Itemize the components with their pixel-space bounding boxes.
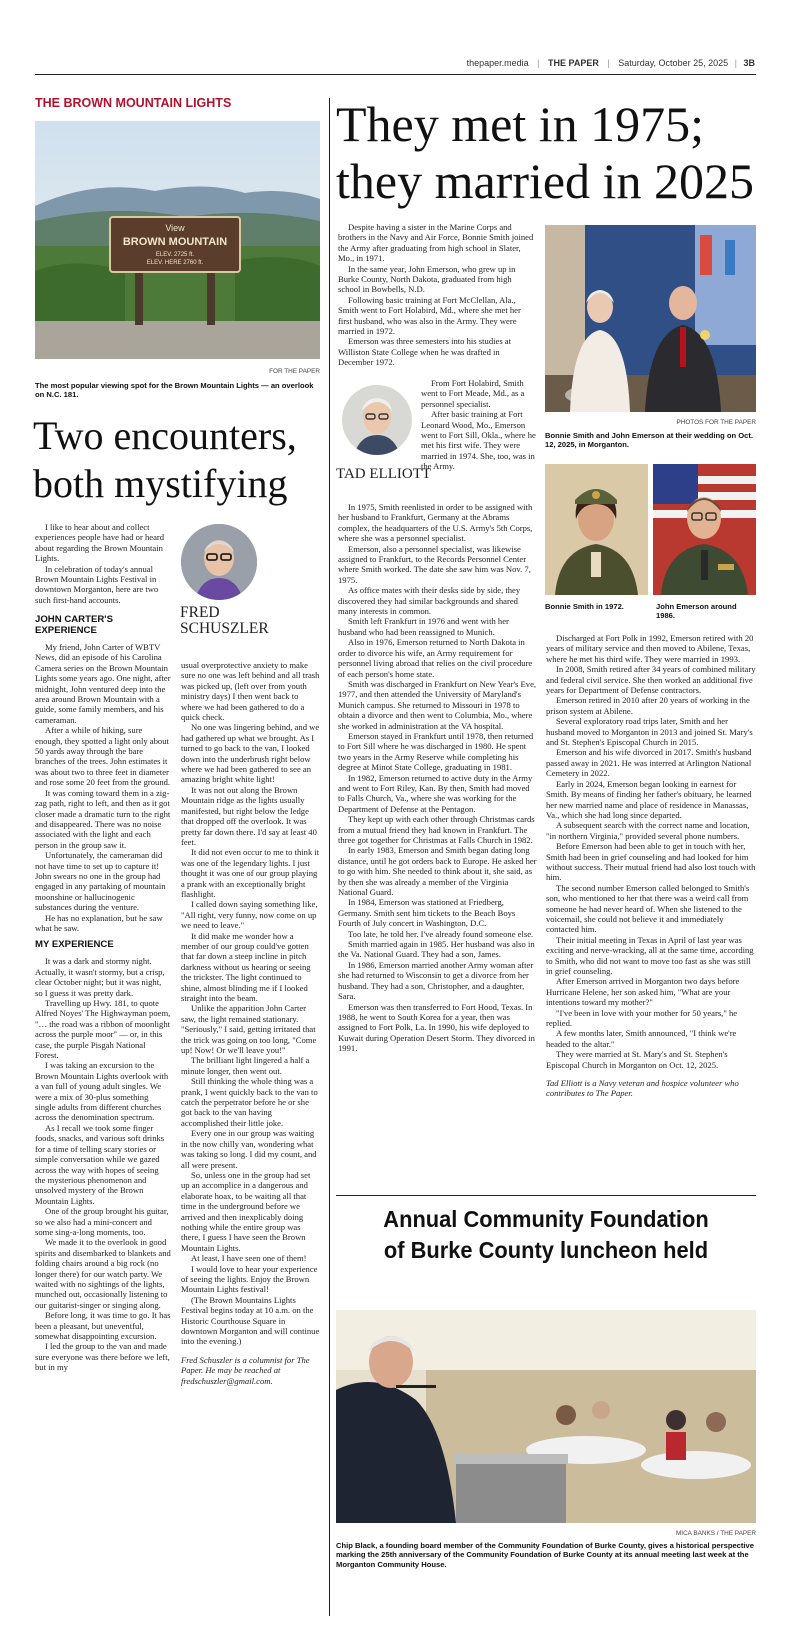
fred-tagline: Fred Schuszler is a columnist for The Paper. He may be reached at fredschuszler@gmail.com. — [181, 1354, 310, 1386]
paragraph: Unfortunately, the cameraman did not have time to set up to capture it! John swears no one in the group had engaged in any partaking of mountain moonshine or hallucinogenic substances during the venture. — [35, 850, 166, 913]
fred-byline-2: SCHUSZLER — [180, 620, 269, 637]
paragraph: Early in 2024, Emerson began looking in earnest for Smith. By means of finding her father's obituary, he learned her new married name and place of residence in Manassas, Va., which she had long since departed. — [546, 778, 752, 820]
tad-portrait — [342, 385, 412, 455]
paragraph: I was taking an excursion to the Brown Mountain Lights overlook with a van full of young adult singles. We were a mix of 30-plus something single adults from different churches across the denomination spectrum. — [35, 1060, 169, 1123]
paragraph: They were married at St. Mary's and St. Stephen's Episcopal Church in Morganton on Oct. 12, 2025. — [546, 1049, 728, 1070]
paragraph: No one was lingering behind, and we had gathered up what we brought. As I turned to go back to the van, I looked down into the underbrush right below where we had been gathered to see an amazing bright white light! — [181, 722, 320, 785]
foundation-headline-line2: of Burke County luncheon held — [383, 1237, 709, 1263]
bonnie-caption: Bonnie Smith in 1972. — [545, 602, 624, 611]
paragraph: Smith left Frankfurt in 1976 and went with her husband who had been reassigned to Munich. — [338, 616, 509, 637]
paragraph: They kept up with each other through Christmas cards from a mutual friend they had known in Frankfurt. The three got together for Christmas at Falls Church in 1982. — [338, 814, 535, 845]
right-col-a-wrap — [421, 378, 537, 472]
fred-byline — [180, 605, 330, 637]
right-headline-line2: they married in 2025 — [336, 153, 754, 209]
paragraph: Smith was discharged in Frankfurt on New Year's Eve, 1977, and then attended the University of Maryland's Munich campus. She returned to Missouri in 1978 to obtain a divorce and then went to Columbia, Mo., where she worked in administration at the VA hospital. — [338, 678, 537, 731]
paragraph: Emerson and his wife divorced in 2017. Smith's husband passed away in 2021. He was interred at Arlington National Cemetery in 2022. — [546, 747, 752, 779]
left-headline-line1: Two encounters, — [33, 413, 297, 458]
paragraph: Several exploratory road trips later, Smith and her husband moved to Morganton in 2013 and joined St. Mary's and St. Stephen's Episcopal Church in 2015. — [546, 716, 753, 748]
header-rule — [35, 74, 756, 75]
right-headline — [336, 96, 756, 210]
page-header: thepaper.media | THE PAPER | Saturday, October 25, 2025 | 3B — [466, 58, 755, 68]
paragraph: In celebration of today's annual Brown Mountain Lights Festival in downtown Morganton, here are two such first-hand accounts. — [35, 563, 159, 605]
right-col-b — [546, 633, 756, 1099]
left-headline — [33, 412, 323, 508]
paragraph: Despite having a sister in the Marine Corps and brothers in the Navy and Air Force, Bonnie Smith joined the Army after graduating from high school in Slater, Mo., in 1971. — [338, 222, 534, 264]
foundation-caption: Chip Black, a founding board member of the Community Foundation of Burke County, gives a historical perspective marking the 25th anniversary of the Community Foundation of Burke County at its annual meeting last week at the Morganton Community House. — [336, 1541, 754, 1569]
sign-text-name: BROWN MOUNTAIN — [122, 236, 228, 248]
john-caption: John Emerson around 1986. — [656, 602, 737, 621]
sign-text-elev1: ELEV. 2725 ft. — [155, 252, 195, 258]
wedding-caption: Bonnie Smith and John Emerson at their wedding on Oct. 12, 2025, in Morganton. — [545, 431, 753, 450]
paragraph: In 1986, Emerson married another Army woman after she had returned to Wisconsin to get a divorce from her husband. They had a son, Christopher, and a daughter, Sara. — [338, 959, 534, 1002]
john-1986-photo — [653, 464, 756, 595]
paragraph: It did not even occur to me to think it was one of the legendary lights. I just thought it was one of our group playing a prank with an exceptionally bright flashlight. — [181, 847, 320, 899]
paragraph: "I've been in love with your mother for 50 years," he replied. — [546, 1007, 738, 1029]
paragraph: Every one in our group was waiting in the now chilly van, wondering what was taking so long. I did my count, and all were present. — [181, 1128, 317, 1170]
paragraph: Emerson was then transferred to Fort Hood, Texas. In 1988, he went to South Korea for a year, then was assigned to Fort Polk, La. In 1990, his wife deployed to Kuwait during Operation Desert Storm. They divorced in 1991. — [338, 1001, 535, 1054]
tad-tagline: Tad Elliott is a Navy veteran and hospice volunteer who contributes to The Paper. — [546, 1078, 739, 1099]
section-rule — [336, 1195, 756, 1196]
paragraph: Emerson was three semesters into his studies at Williston State College when he was drafted in December 1972. — [338, 336, 512, 368]
paragraph: After Emerson arrived in Morganton two days before Hurricane Helene, her son asked him, "What are your intentions toward my mother?" — [546, 976, 740, 1008]
paragraph: He has no explanation, but he saw what he saw. — [35, 912, 163, 933]
foundation-headline-line1: Annual Community Foundation — [383, 1206, 709, 1232]
header-paper: THE PAPER — [547, 58, 599, 68]
left-headline-line2: both mystifying — [33, 461, 288, 506]
paragraph: After a while of hiking, sure enough, they spotted a light only about 50 yards away through the bare branches of the trees. John estimates it was about two to three feet in diameter and rose some 20 feet from the ground. — [35, 725, 171, 788]
paragraph: So, unless one in the group had set up an accomplice in a dangerous and elaborate hoax, to be waiting all that time in the underground before we arrived and then inexplicably doing nothing while the entire group was there, I guess I have seen the Brown Mountain Lights. — [181, 1169, 311, 1253]
paragraph: I led the group to the van and made sure everyone was there before we left, but in my — [35, 1341, 170, 1373]
right-headline-line1: They met in 1975; — [336, 96, 704, 152]
header-date: Saturday, October 25, 2025 — [618, 58, 729, 68]
left-kicker: THE BROWN MOUNTAIN LIGHTS — [35, 96, 232, 110]
brown-mountain-photo — [35, 121, 320, 359]
paragraph: Their initial meeting in Texas in April of last year was exciting and nerve-wracking, all at the same time, according to Smith, who did not want to move too fast as she was still in grief counseling. — [546, 934, 754, 976]
paragraph: Unlike the apparition John Carter saw, the light remained stationary. "Seriously," I said, getting irritated that the trick was going on too long, "Come up! Now! Or we'll leave you!" — [181, 1003, 317, 1056]
paragraph: usual overprotective anxiety to make sure no one was left behind and all trash was picked up, (left over from youth ministry days) I then went back to where we had been gathered to do a quick check. — [181, 660, 320, 723]
paragraph: A subsequent search with the correct name and location, "in northern Virginia," provided several phone numbers. — [546, 820, 750, 841]
fred-byline-1: FRED — [180, 604, 220, 621]
paragraph: It was not out along the Brown Mountain ridge as the lights usually manifested, but right below the ledge that dropped off the overlook. It was pretty far down there. I'd say at least 40 feet. — [181, 784, 317, 847]
paragraph: I like to hear about and collect experiences people have had or heard about regarding the Brown Mountain Lights. — [35, 522, 165, 564]
photo-credit-left: FOR THE PAPER — [269, 368, 320, 375]
sign-text-view: View — [165, 223, 185, 233]
paragraph: I called down saying something like, "All right, very funny, now come on up we need to leave." — [181, 899, 318, 931]
left-col2-body — [181, 660, 320, 1386]
paragraph: It was coming toward them in a zig-zag path, right to left, and then as it got closer made a dramatic turn to the right and disappeared. There was no noise associated with the light and each person in the group saw it. — [35, 787, 171, 850]
paragraph: Smith married again in 1985. Her husband was also in the Va. National Guard. They had a son, James. — [338, 939, 535, 960]
paragraph: Discharged at Fort Polk in 1992, Emerson retired with 20 years of military service and then moved to Abilene, Texas, where he met his third wife. They were married in 1993. — [546, 633, 754, 664]
subhead-john-carter: JOHN CARTER'S EXPERIENCE — [35, 614, 113, 636]
paragraph: From Fort Holabird, Smith went to Fort Meade, Md., as a personnel specialist. — [421, 378, 525, 409]
paragraph: Travelling up Hwy. 181, to quote Alfred Noyes' The Highwayman poem, "… the road was a ribbon of moonlight across the purple moor" — or, in this case, the purple Pisgah National Forest. — [35, 998, 171, 1061]
subhead-my-experience: MY EXPERIENCE — [35, 939, 114, 951]
page-number: 3B — [743, 58, 755, 68]
paragraph: Still thinking the whole thing was a prank, I went quickly back to the van to catch the perpetrator before he or she got back to the van having accomplished their little joke. — [181, 1076, 318, 1128]
fred-portrait — [181, 524, 257, 600]
left-col1-intro — [35, 522, 172, 605]
tad-byline: TAD ELLIOTT — [336, 466, 432, 482]
paragraph: As I recall we took some finger foods, snacks, and various soft drinks for a time of telling scary stories or simple conversation while we gazed across the way with hopes of seeing the mysterious phenomenon and unsolved mystery of the Brown Mountain Lights. — [35, 1122, 165, 1206]
paragraph: In 2008, Smith retired after 34 years of combined military and federal civil service. She then worked an additional five years for Department of Defense contractors. — [546, 664, 756, 696]
paragraph: In 1982, Emerson returned to active duty in the Army and went to Fort Riley, Kan. By then, Smith had moved to Falls Church, Va., where she was working for the Department of Defense at the Pentagon. — [338, 772, 533, 814]
paragraph: It was a dark and stormy night. Actually, it wasn't stormy, but a crisp, clear October night; but it was night, so I guess it was pretty dark. — [35, 956, 165, 998]
paragraph: At least, I have seen one of them! — [191, 1253, 307, 1264]
paragraph: Following basic training at Fort McClellan, Ala., Smith went to Fort Holabird, Md., where she met her first husband, who was also in the Army. They were married in 1972. — [338, 294, 521, 337]
paragraph: In 1984, Emerson was stationed at Friedberg, Germany. Smith sent him tickets to the Beach Boys Fourth of July concert in Washington, D.C. — [338, 897, 516, 929]
luncheon-photo — [336, 1310, 756, 1523]
paragraph: Emerson stayed in Frankfurt until 1978, then returned to Fort Sill where he was discharged in 1980. He spent two years in the Army Reserve while completing his degree at Minot State College, graduating in 1981. — [338, 730, 534, 773]
header-site[interactable]: thepaper.media — [466, 58, 529, 68]
paragraph: Emerson, also a personnel specialist, was likewise assigned to Frankfurt, to the Records Personnel Center where Smith worked. The date she saw him was Nov. 7, 1975. — [338, 543, 531, 585]
column-divider — [329, 98, 330, 1616]
foundation-headline — [336, 1204, 756, 1266]
paragraph: After basic training at Fort Leonard Wood, Mo., Emerson went to Fort Sill, Okla., where he met his first wife. They were married in 1974. She, too, was in the Army. — [421, 409, 536, 472]
right-col-a-main — [338, 502, 537, 1054]
paragraph: (The Brown Mountains Lights Festival begins today at 10 a.m. on the Historic Courthouse Square in downtown Morganton and will continue into the evening.) — [181, 1294, 320, 1347]
bonnie-1972-photo — [545, 464, 648, 595]
paragraph: We made it to the overlook in good spirits and disembarked to blankets and folding chairs around a big rock (no longer there) for our watch party. We waited with no sightings of the lights, munched out, occasionally listening to our guitarist-singer or singing along. — [35, 1237, 171, 1310]
paragraph: It did make me wonder how a member of our group could've gotten that far down a steep incline in pitch darkness without us hearing or seeing the trickster. The light continued to shine, almost blinding me if I looked straight into the beam. — [181, 930, 311, 1003]
paragraph: In the same year, John Emerson, who grew up in Burke County, North Dakota, graduated from high school in Bowbells, N.D. — [338, 263, 516, 295]
paragraph: In 1975, Smith reenlisted in order to be assigned with her husband to Frankfurt, Germany at the Abrams complex, the headquarters of the U.S. Army's 5th Corps, where she was a personnel specialist. — [338, 502, 533, 544]
wedding-photo — [545, 225, 756, 412]
paragraph: In early 1983, Emerson and Smith began dating long distance, until he got orders back to Europe. He asked her to go with him. She needed to think about it, she said, as by then she was already a member of the Virginia National Guard. — [338, 845, 537, 898]
paragraph: Before long, it was time to go. It has been a pleasant, but uneventful, somewhat disappointing excursion. — [35, 1310, 171, 1341]
photo-credit-right: PHOTOS FOR THE PAPER — [676, 419, 756, 426]
paragraph: The second number Emerson called belonged to Smith's son, who mentioned to her that there was a weird call from someone he had never heard of. When she listened to the voicemail, she could not believe it and immediately contacted him. — [546, 882, 750, 935]
paragraph: The brilliant light lingered a half a minute longer, then went out. — [181, 1055, 310, 1076]
right-col-a-top — [338, 222, 536, 368]
left-col1-body — [35, 614, 171, 1373]
paragraph: Emerson retired in 2010 after 20 years of working in the prison system at Abilene. — [546, 695, 750, 716]
photo-caption-left: The most popular viewing spot for the Brown Mountain Lights — an overlook on N.C. 181. — [35, 381, 314, 400]
paragraph: I would love to hear your experience of seeing the lights. Enjoy the Brown Mountain Lights festival! — [181, 1263, 318, 1295]
photo-credit-foundation: MICA BANKS / THE PAPER — [675, 1530, 756, 1537]
paragraph: One of the group brought his guitar, so we also had a mini-concert and some sing-a-long moments, too. — [35, 1206, 169, 1237]
paragraph: Too late, he told her. I've already found someone else. — [348, 928, 534, 939]
paragraph: Before Emerson had been able to get in touch with her, Smith had been in grief counseling and had looked for him without success. Their mutual friend had also lost touch with him. — [546, 841, 756, 883]
paragraph: My friend, John Carter of WBTV News, did an episode of his Carolina Camera series on the Brown Mountain Lights some years ago. One night, after midnight, John ventured deep into the area around Brown Mountain with a guide, some family members, and his cameraman. — [35, 642, 171, 725]
sign-text-elev2: ELEV. HERE 2760 ft. — [146, 260, 204, 266]
paragraph: Also in 1976, Emerson returned to North Dakota in order to divorce his wife, an Army requirement for personnel living abroad that relies on the civil procedure of each person's home state. — [338, 637, 533, 679]
paragraph: As office mates with their desks side by side, they discovered they had similar backgrounds and shared many interests in common. — [338, 585, 521, 617]
paragraph: A few months later, Smith announced, "I think we're headed to the altar." — [546, 1028, 737, 1049]
